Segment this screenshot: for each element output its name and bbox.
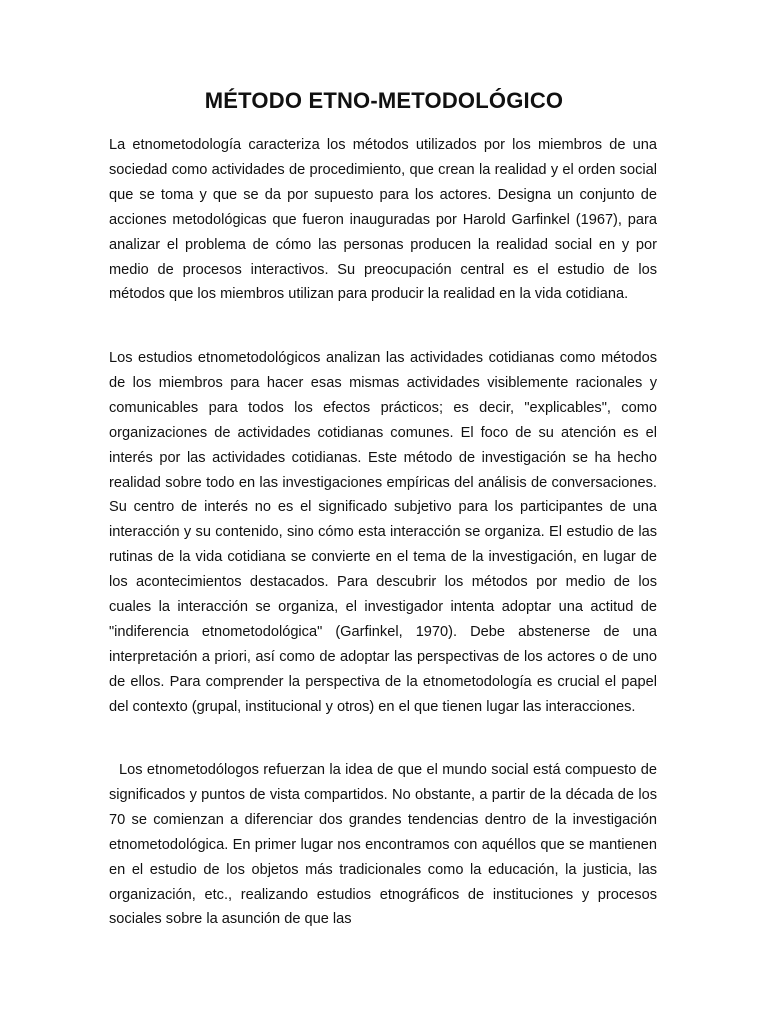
paragraph-3: Los etnometodólogos refuerzan la idea de que el mundo social está compuesto de significados y puntos de vista compartidos. No obstante, a partir de la década de los 70 se comienzan a diferenciar dos grandes tendencias dentro de la investigación etnometodológica. En primer lugar nos encontramos con aquéllos que se mantienen en el estudio de los objetos más tradicionales como la educación, la justicia, las organización, etc., realizando estudios etnográficos de instituciones y procesos sociales sobre la asunción de que las — [109, 762, 657, 928]
paragraph-2: Los estudios etnometodológicos analizan las actividades cotidianas como métodos de los miembros para hacer esas mismas actividades visiblemente racionales y comunicables para todos los efectos prácticos; es decir, "explicables", como organizaciones de actividades cotidianas comunes. El foco de su atención es el interés por las actividades cotidianas. Este método de investigación se ha hecho realidad sobre todo en las investigaciones empíricas del análisis de conversaciones. Su centro de interés no es el significado subjetivo para los participantes de una interacción y su contenido, sino cómo esta interacción se organiza. El estudio de las rutinas de la vida cotidiana se convierte en el tema de la investigación, en lugar de los acontecimientos destacados. Para descubrir los métodos por medio de los cuales la interacción se organiza, el investigador intenta adoptar una actitud de "indiferencia etnometodológica" (Garfinkel, 1970). Debe abstenerse de una interpretación a priori, así como de adoptar las perspectivas de los actores o de uno de ellos. Para comprender la perspectiva de la etnometodología es crucial el papel del contexto (grupal, institucional y otros) en el que tienen lugar las interacciones. — [109, 350, 657, 715]
document-title: MÉTODO ETNO-METODOLÓGICO — [204, 88, 564, 113]
paragraph-1: La etnometodología caracteriza los métodos utilizados por los miembros de una sociedad como actividades de procedimiento, que crean la realidad y el orden social que se toma y que se da por supuesto para los actores. Designa un conjunto de acciones metodológicas que fueron inauguradas por Harold Garfinkel (1967), para analizar el problema de cómo las personas producen la realidad social en y por medio de procesos interactivos. Su preocupación central es el estudio de los métodos que los miembros utilizan para producir la realidad en la vida cotidiana. — [109, 137, 657, 303]
